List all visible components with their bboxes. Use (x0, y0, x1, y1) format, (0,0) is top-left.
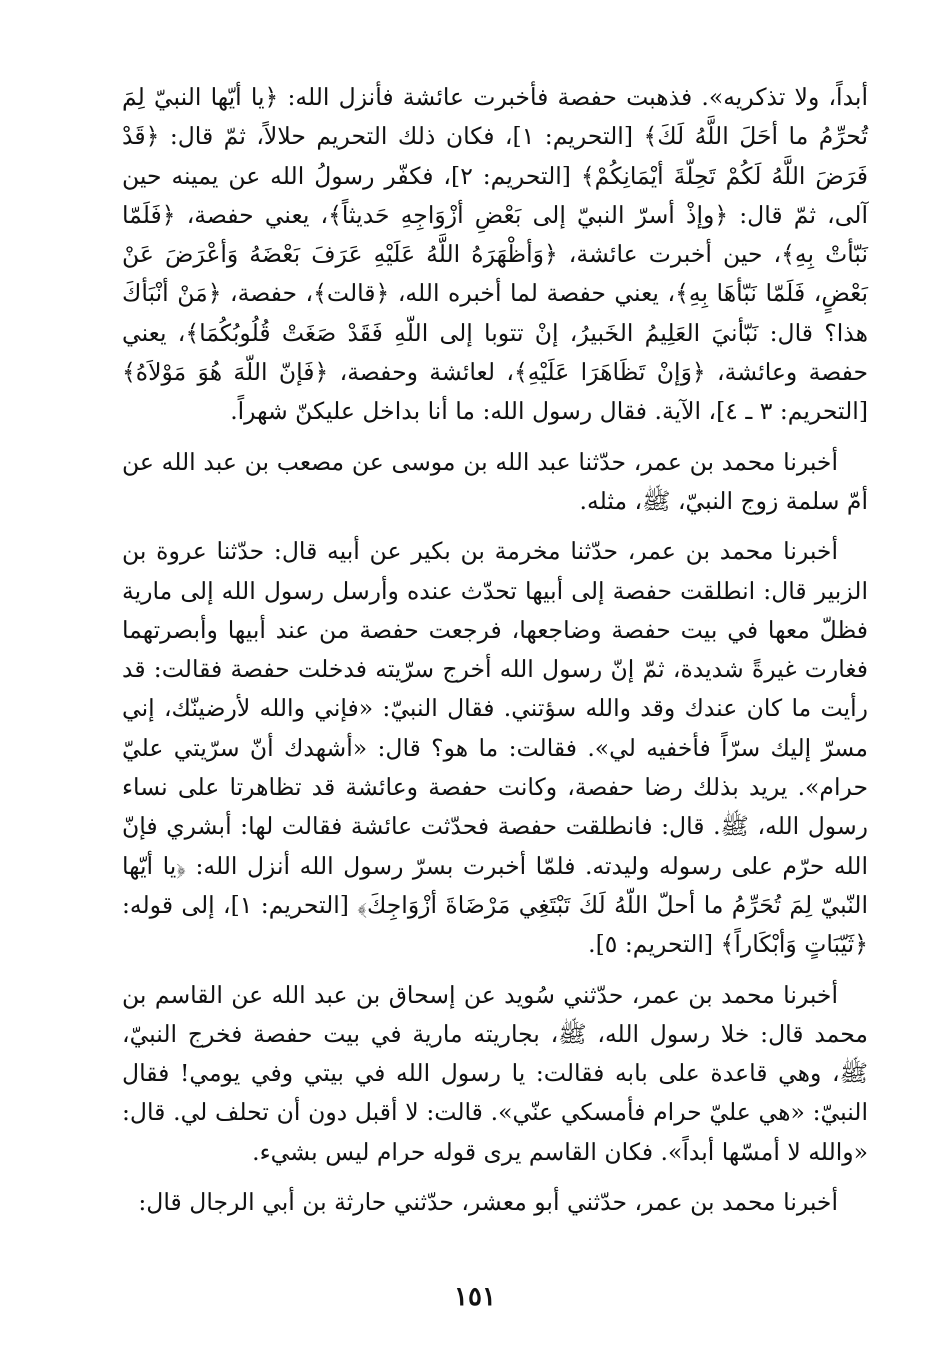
page-number: ١٥١ (454, 1282, 496, 1312)
paragraph-4: أخبرنا محمد بن عمر، حدّثني سُويد عن إسحاق بن عبد الله عن القاسم بن محمد قال: خلا رسول الله، ﷺ، بجاريته مارية في بيت حفصة فخرج النبيّ، ﷺ، وهي قاعدة على بابه فقالت: يا رسول الله في بيتي وفي يومي! فقال النبيّ: «هي عليّ حرام فأمسكي عنّي». قالت: لا أقبل دون أن تحلف لي. قال: «والله لا أمسّها أبداً». فكان القاسم يرى قوله حرام ليس بشيء. (122, 980, 868, 1166)
paragraph-5: أخبرنا محمد بن عمر، حدّثني أبو معشر، حدّثني حارثة بن أبي الرجال قال: (138, 1188, 838, 1217)
body-text (122, 78, 868, 1222)
paragraph-3: أخبرنا محمد بن عمر، حدّثنا مخرمة بن بكير عن أبيه قال: حدّثنا عروة بن الزبير قال: انطلقت حفصة إلى أبيها تحدّث عنده وأرسل رسول الله إلى مارية فظلّ معها في بيت حفصة وضاجعها، فرجعت حفصة من عند أبيها وأبصرتهما فغارت غيرةً شديدة، ثمّ إنّ رسول الله أخرج سرّيته فدخلت حفصة فقالت: قد رأيت ما كان عندك وقد والله سؤتني. فقال النبيّ: «فإني والله لأرضينّك، إني مسرّ إليك سرّاً فأخفيه لي». فقالت: ما هو؟ قال: «أشهدك أنّ سرّيتي عليّ حرام». يريد بذلك رضا حفصة، وكانت حفصة وعائشة قد تظاهرتا على نساء رسول الله، ﷺ. قال: فانطلقت حفصة فحدّثت عائشة فقالت لها: أبشري فإنّ الله حرّم على رسوله وليدته. فلمّا أخبرت بسرّ رسول الله أنزل الله: ﴿يا أيّها النّبيّ لِمَ تُحَرِّمُ ما أحلّ اللّهُ لَكَ تَبْتَغِي مَرْضَاةَ أزْوَاجِكَ﴾ [التحريم: ١]، إلى قوله: ﴿ثَيّبَاتٍ وَأبْكَاراً﴾ [التحريم: ٥]. (122, 537, 868, 959)
paragraph-1: أبداً، ولا تذكريه». فذهبت حفصة فأخبرت عائشة فأنزل الله: ﴿يا أيّها النبيّ لِمَ تُحرِّمُ ما أحَلَ اللَّهُ لَكَ﴾ [التحريم: ١]، فكان ذلك التحريم حلالاً، ثمّ قال: ﴿قَدْ فَرَضَ اللَّهُ لَكُمْ تَحِلّةَ أيْمَانِكُمْ﴾ [التحريم: ٢]، فكفّر رسولُ الله عن يمينه حين آلى، ثمّ قال: ﴿وإذْ أسرّ النبيّ إلى بَعْضِ أزْوَاجِهِ حَديثاً﴾، يعني حفصة، ﴿فَلَمّا نَبّأتْ بِهِ﴾، حين أخبرت عائشة، ﴿وَأظْهَرَهُ اللَّهُ عَلَيْهِ عَرَفَ بَعْضَهُ وَأعْرَضَ عَنْ بَعْضٍ، فَلَمّا نَبّأهَا بِهِ﴾، يعني حفصة لما أخبره الله، ﴿قالت﴾، حفصة، ﴿مَنْ أنْبَأكَ هذا؟ قال: نَبّأنيَ العَلِيمُ الخَبيرُ، إنْ تتوبا إلى اللّهِ فَقَدْ صَغَتْ قُلُوبُكُمَا﴾، يعني حفصة وعائشة، ﴿وَإنْ تَظَاهَرَا عَلَيْهِ﴾، لعائشة وحفصة، ﴿فَإنّ اللّهَ هُوَ مَوْلاَهُ﴾ [التحريم: ٣ ـ ٤]، الآية. فقال رسول الله: ما أنا بداخل عليكنّ شهراً. (122, 83, 869, 426)
paragraph-2: أخبرنا محمد بن عمر، حدّثنا عبد الله بن موسى عن مصعب بن عبد الله عن أمّ سلمة زوج النبيّ، ﷺ، مثله. (122, 447, 868, 515)
